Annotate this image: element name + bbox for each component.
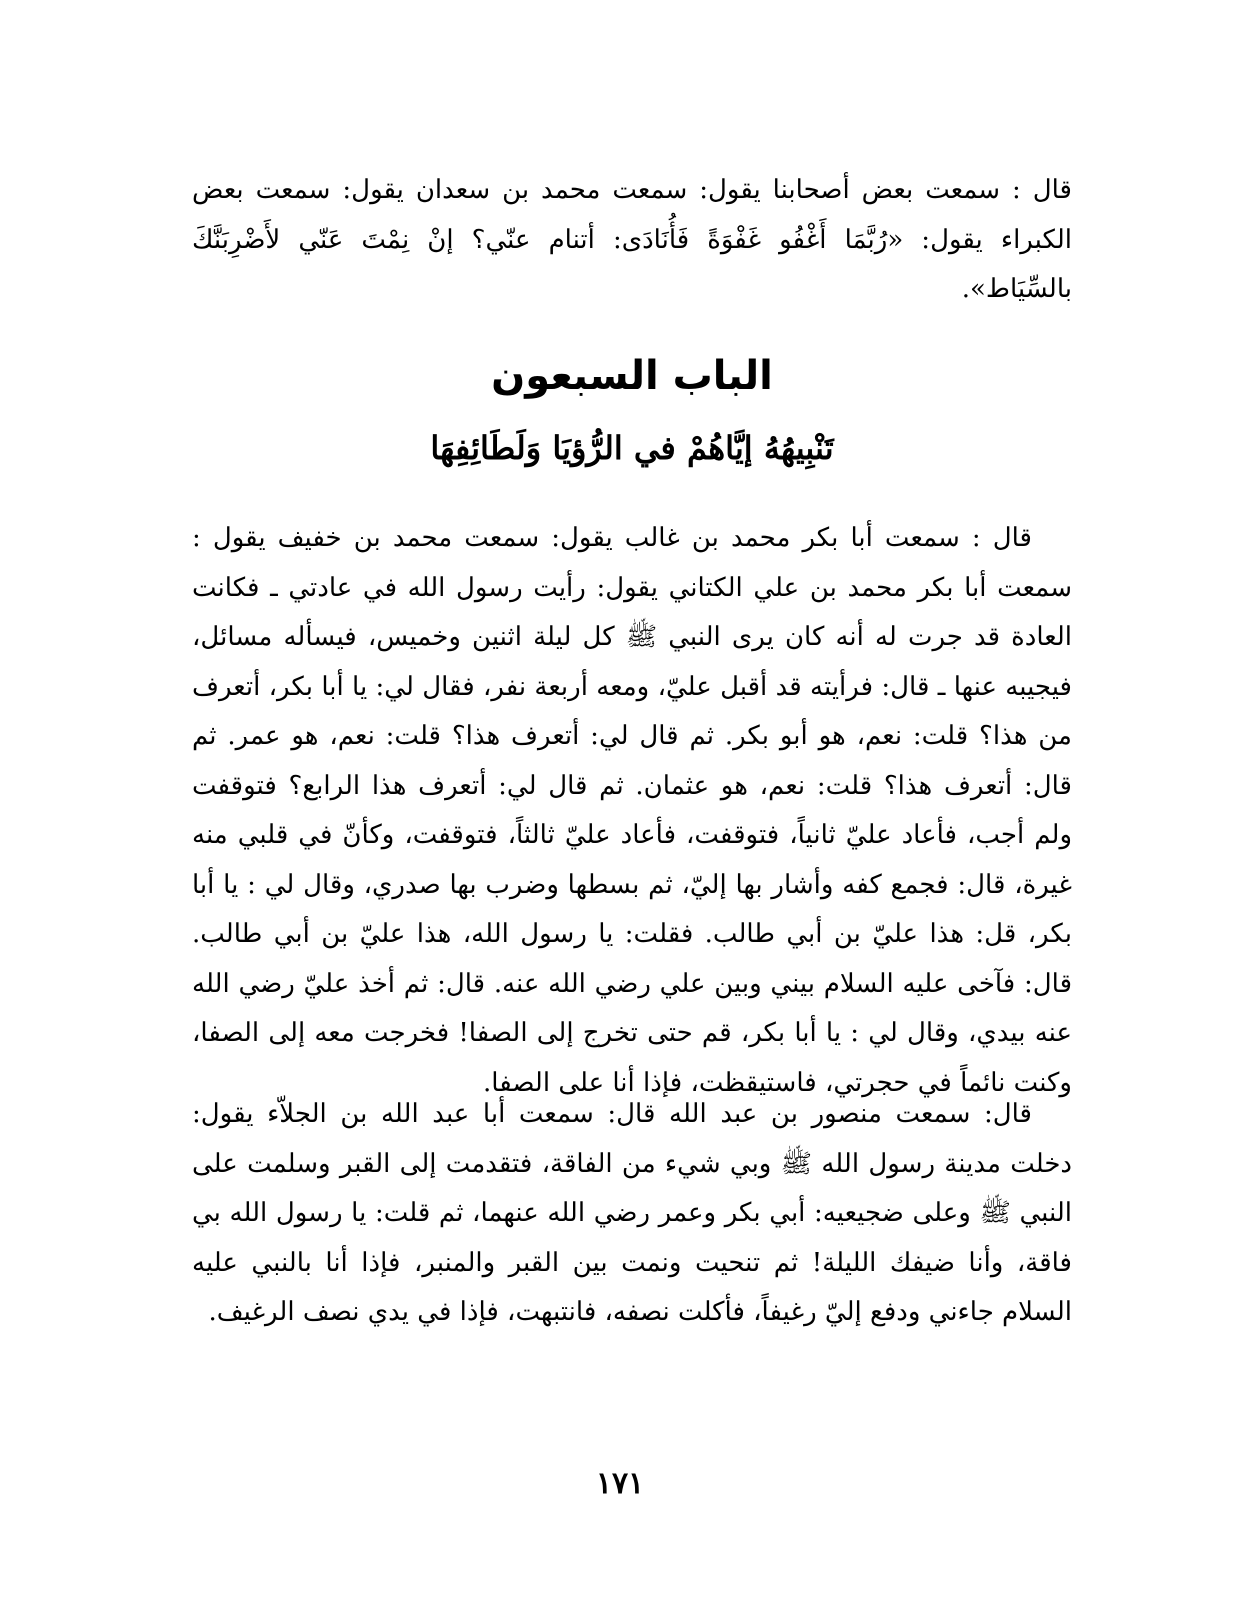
page-number: ١٧١ — [595, 1466, 645, 1501]
body-paragraph-2: قال: سمعت منصور بن عبد الله قال: سمعت أبا عبد الله بن الجلاّء يقول: دخلت مدينة رسول الله ﷺ وبي شيء من الفاقة، فتقدمت إلى القبر وسلمت على النبي ﷺ وعلى ضجيعيه: أبي بكر وعمر رضي الله عنهما، ثم قلت: يا رسول الله بي فاقة، وأنا ضيفك الليلة! ثم تنحيت ونمت بين القبر والمنبر، فإذا أنا بالنبي عليه السلام جاءني ودفع إليّ رغيفاً، فأكلت نصفه، فانتبهت، فإذا في يدي نصف الرغيف. — [192, 1099, 1072, 1327]
chapter-subtitle: تَنْبِيهُهُ إيَّاهُمْ في الرُّؤيَا وَلَطَائِفِهَا — [430, 429, 834, 467]
intro-paragraph: قال : سمعت بعض أصحابنا يقول: سمعت محمد بن سعدان يقول: سمعت بعض الكبراء يقول: «رُبَّمَا أَغْفُو غَفْوَةً فَأُنَادَى: أتنام عنّي؟ إنْ نِمْتَ عَنّي لأَضْرِبَنَّكَ بالسِّيَاط». — [192, 175, 1072, 304]
chapter-title: الباب السبعون — [491, 353, 773, 399]
body-paragraph-1: قال : سمعت أبا بكر محمد بن غالب يقول: سمعت محمد بن خفيف يقول : سمعت أبا بكر محمد بن علي الكتاني يقول: رأيت رسول الله في عادتي ـ فكانت العادة قد جرت له أنه كان يرى النبي ﷺ كل ليلة اثنين وخميس، فيسأله مسائل، فيجيبه عنها ـ قال: فرأيته قد أقبل عليّ، ومعه أربعة نفر، فقال لي: يا أبا بكر، أتعرف من هذا؟ قلت: نعم، هو أبو بكر. ثم قال لي: أتعرف هذا؟ قلت: نعم، هو عمر. ثم قال: أتعرف هذا؟ قلت: نعم، هو عثمان. ثم قال لي: أتعرف هذا الرابع؟ فتوقفت ولم أجب، فأعاد عليّ ثانياً، فتوقفت، فأعاد عليّ ثالثاً، فتوقفت، وكأنّ في قلبي منه غيرة، قال: فجمع كفه وأشار بها إليّ، ثم بسطها وضرب بها صدري، وقال لي : يا أبا بكر، قل: هذا عليّ بن أبي طالب. فقلت: يا رسول الله، هذا عليّ بن أبي طالب. قال: فآخى عليه السلام بيني وبين علي رضي الله عنه. قال: ثم أخذ عليّ رضي الله عنه بيدي، وقال لي : يا أبا بكر، قم حتى تخرج إلى الصفا! فخرجت معه إلى الصفا، وكنت نائماً في حجرتي، فاستيقظت، فإذا أنا على الصفا. — [192, 523, 1072, 1098]
